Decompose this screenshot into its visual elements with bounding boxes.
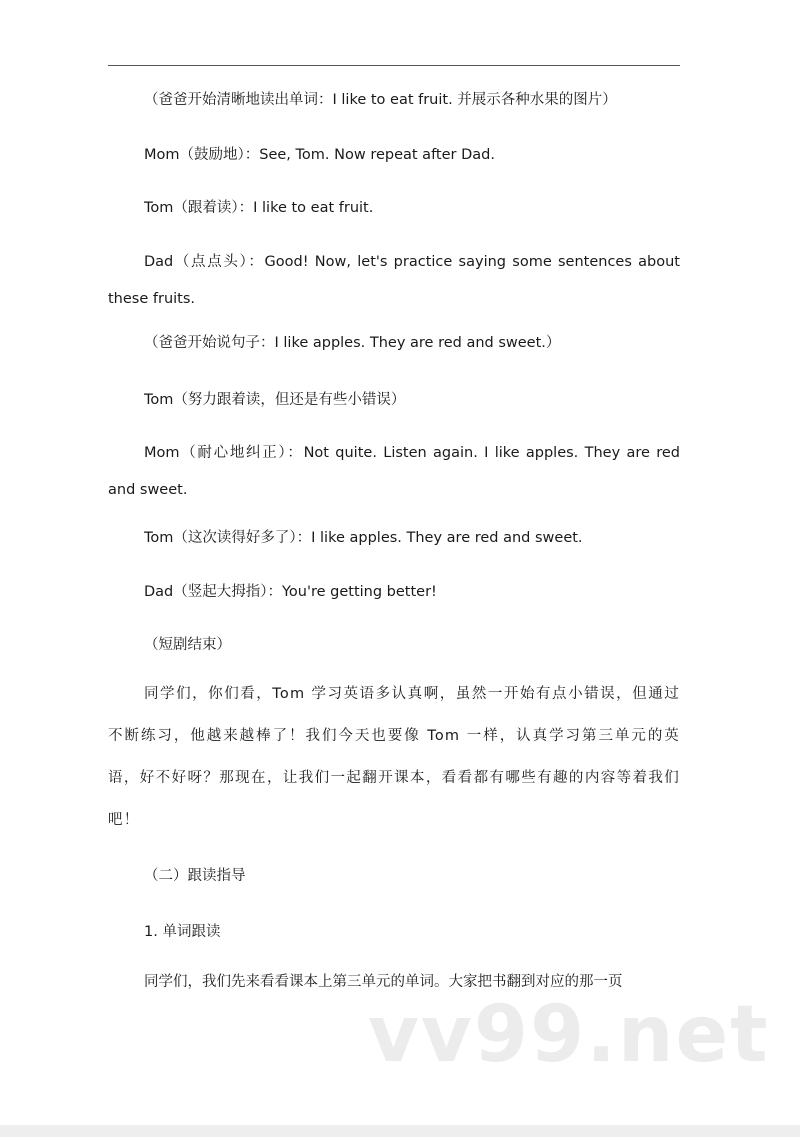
watermark: vv99.net (368, 990, 770, 1080)
section-heading: （二）跟读指导 (144, 868, 246, 884)
stage-direction-2: （爸爸开始说句子：I like apples. They are red and sweet.） (144, 335, 561, 351)
dialogue-tom-1: Tom（跟着读）：I like to eat fruit. (144, 200, 374, 216)
subsection-heading: 1. 单词跟读 (144, 924, 221, 940)
dialogue-dad-2: Dad（竖起大拇指）：You're getting better! (144, 584, 437, 600)
dialogue-dad-1: Dad（点点头）：Good! Now, let's practice saying some sentences about these fruits. (108, 254, 680, 307)
dialogue-tom-2: Tom（努力跟着读，但还是有些小错误） (144, 392, 406, 408)
stage-direction-end: （短剧结束） (144, 637, 231, 653)
dialogue-mom-1: Mom（鼓励地）：See, Tom. Now repeat after Dad. (144, 147, 495, 163)
dialogue-mom-2: Mom（耐心地纠正）：Not quite. Listen again. I like apples. They are red and sweet. (108, 445, 680, 498)
page-bottom-edge (0, 1125, 800, 1137)
body-paragraph: 同学们，我们先来看看课本上第三单元的单词。大家把书翻到对应的那一页 (144, 974, 623, 990)
teacher-paragraph: 同学们，你们看，Tom 学习英语多认真啊，虽然一开始有点小错误，但通过不断练习，他越来越棒了！我们今天也要像 Tom 一样，认真学习第三单元的英语，好不好呀？那现在，让我们一起翻开课本，看看都有哪些有趣的内容等着我们吧！ (108, 686, 680, 828)
stage-direction-1: （爸爸开始清晰地读出单词：I like to eat fruit. 并展示各种水果的图片） (144, 92, 617, 108)
header-rule (108, 65, 680, 66)
dialogue-tom-3: Tom（这次读得好多了）：I like apples. They are red and sweet. (144, 530, 583, 546)
